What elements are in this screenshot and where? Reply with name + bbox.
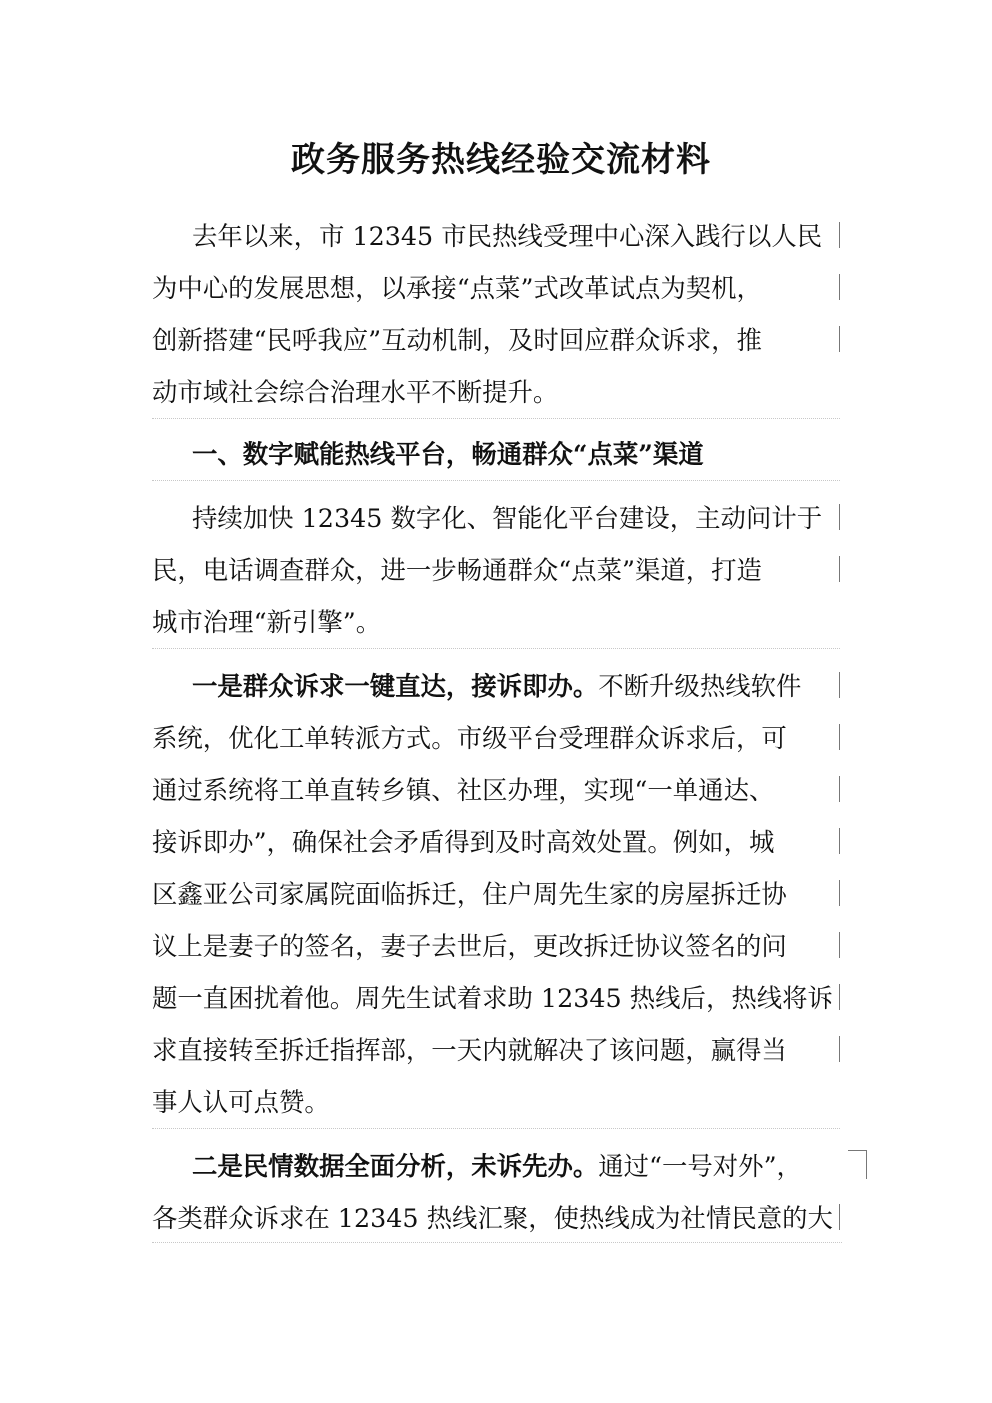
paragraph-line: 议上是妻子的签名，妻子去世后，更改拆迁协议签名的问 <box>152 920 840 972</box>
paragraph-line: 区鑫亚公司家属院面临拆迁，住户周先生家的房屋拆迁协 <box>152 868 840 920</box>
bottom-rule <box>152 1242 842 1243</box>
section-heading: 一、数字赋能热线平台，畅通群众“点菜”渠道 <box>192 439 704 469</box>
section1-paragraph <box>152 492 840 649</box>
paragraph-line: 通过系统将工单直转乡镇、社区办理，实现“一单通达、 <box>152 764 840 816</box>
paragraph-line: 去年以来，市 12345 市民热线受理中心深入践行以人民 <box>152 210 840 262</box>
point-lead: 二是民情数据全面分析，未诉先办。 <box>192 1151 599 1181</box>
margin-corner-mark <box>848 1150 867 1179</box>
paragraph-line: 题一直困扰着他。周先生试着求助 12345 热线后，热线将诉 <box>152 972 840 1024</box>
paragraph-line: 为中心的发展思想，以承接“点菜”式改革试点为契机， <box>152 262 840 314</box>
point2-paragraph <box>152 1140 840 1244</box>
paragraph-line <box>152 660 840 712</box>
section-heading-block <box>152 428 840 481</box>
paragraph-line: 民，电话调查群众，进一步畅通群众“点菜”渠道，打造 <box>152 544 840 596</box>
paragraph-line: 接诉即办”，确保社会矛盾得到及时高效处置。例如，城 <box>152 816 840 868</box>
point-lead: 一是群众诉求一键直达，接诉即办。 <box>192 671 599 701</box>
paragraph-line: 城市治理“新引擎”。 <box>152 607 382 637</box>
document-title: 政务服务热线经验交流材料 <box>291 140 711 180</box>
paragraph-line <box>152 1140 840 1192</box>
paragraph-line: 事人认可点赞。 <box>152 1087 330 1117</box>
paragraph-line: 持续加快 12345 数字化、智能化平台建设，主动问计于 <box>152 492 840 544</box>
point1-paragraph <box>152 660 840 1129</box>
paragraph-line: 各类群众诉求在 12345 热线汇聚，使热线成为社情民意的大 <box>152 1192 840 1244</box>
point-text: 通过“一号对外”， <box>598 1151 802 1181</box>
intro-paragraph <box>152 210 840 419</box>
paragraph-line: 创新搭建“民呼我应”互动机制，及时回应群众诉求，推 <box>152 314 840 366</box>
paragraph-line: 动市域社会综合治理水平不断提升。 <box>152 377 559 407</box>
paragraph-line: 求直接转至拆迁指挥部，一天内就解决了该问题，赢得当 <box>152 1024 840 1076</box>
point-text: 不断升级热线软件 <box>598 671 802 701</box>
paragraph-line: 系统，优化工单转派方式。市级平台受理群众诉求后，可 <box>152 712 840 764</box>
